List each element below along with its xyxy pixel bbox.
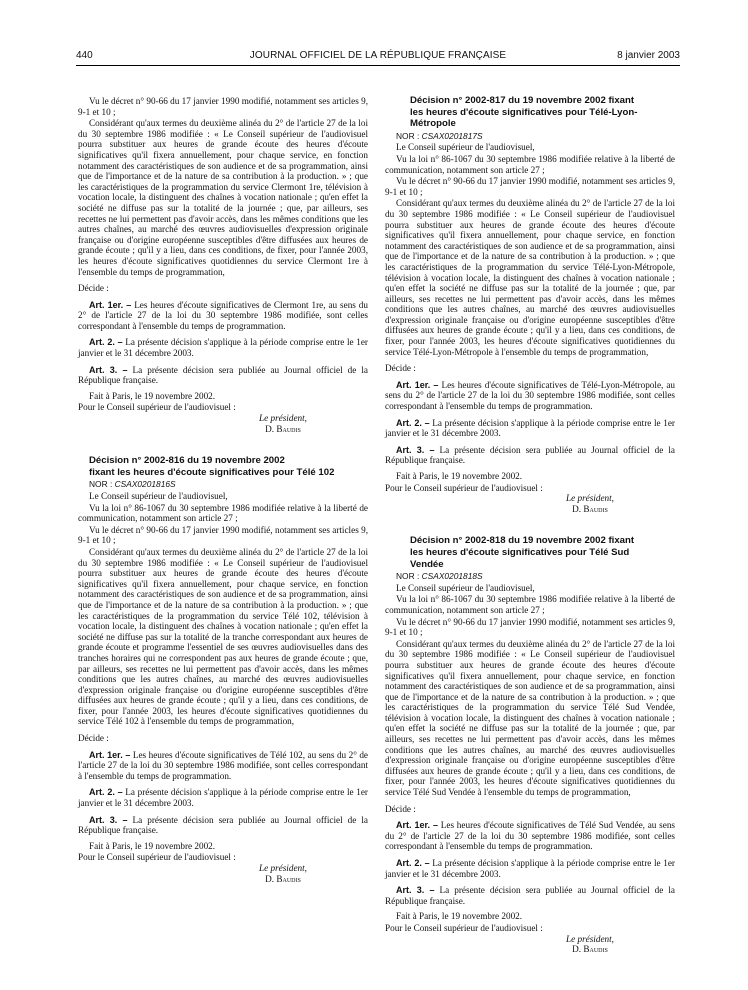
article: Art. 2. – La présente décision s'applique à la période comprise entre le 1er janvier et le 31 décembre 2003. <box>78 337 368 359</box>
paragraph: Considérant qu'aux termes du deuxième alinéa du 2° de l'article 27 de la loi du 30 septembre 1986 modifiée : « Le Conseil supérieur de l'audiovisuel pourra substituer aux heures de grande écoute des heures d'écoute significatives qu'il fixera annuellement, pour chaque service, en fonction notamment des caractéristiques de son audience et de sa programmation, ainsi que de l'importance et de la nature de sa contribution à la production. » ; que les caractéristiques de la programmation du service Télé 102, télévision à vocation locale, la distinguent des chaînes à vocation nationale ; qu'en effet la société ne diffuse pas sur la totalité de la tranche correspondant aux heures de grande écoute et programme l'essentiel de ses œuvres audiovisuelles dans des tranches horaires qui ne correspondent pas aux heures de grande écoute ; que, par ailleurs, ses recettes ne lui permettent pas d'avoir accès, dans les mêmes conditions que les autres chaînes, au marché des œuvres audiovisuelles d'expression originale française ou d'origine européenne susceptibles d'être diffusées aux heures de grande écoute ; qu'il y a lieu, dans ces conditions, de fixer, pour l'année 2003, les heures d'écoute significatives quotidiennes du service Télé 102 à l'ensemble du temps de programmation, <box>78 546 368 727</box>
decision-heading: les heures d'écoute significatives pour Télé-Lyon- <box>410 106 638 118</box>
article: Art. 1er. – Les heures d'écoute significatives de Télé Sud Vendée, au sens du 2° de l'article 27 de la loi du 30 septembre 1986 modifiée, sont celles correspondant à l'ensemble du temps de programmation. <box>385 820 675 852</box>
nor-reference: NOR : CSAX0201818S <box>396 571 483 582</box>
article: Art. 3. – La présente décision sera publiée au Journal officiel de la République française. <box>78 364 369 386</box>
decision-heading: Métropole <box>410 118 456 130</box>
paragraph: Vu le décret n° 90-66 du 17 janvier 1990 modifié, notamment ses articles 9, 9-1 et 10 ; <box>78 96 368 117</box>
decision-heading: Décision n° 2002-817 du 19 novembre 2002 fixant <box>410 95 635 106</box>
signature-line: Pour le Conseil supérieur de l'audiovisuel : <box>385 922 543 933</box>
paragraph: Considérant qu'aux termes du deuxième alinéa du 2° de l'article 27 de la loi du 30 septembre 1986 modifiée : « Le Conseil supérieur de l'audiovisuel pourra substituer aux heures de grande écoute des heures d'écoute significatives qu'il fixera annuellement, pour chaque service, en fonction notamment des caractéristiques de son audience et de sa programmation, ainsi que de l'importance et de la nature de sa contribution à la production. » ; que les caractéristiques de la programmation du service Clermont 1re, télévision à vocation locale, la distinguent des chaînes à vocation nationale ; qu'en effet la société ne diffuse pas sur la totalité de la journée ; que, par ailleurs, ses recettes ne lui permettent pas d'avoir accès, dans les mêmes conditions que les autres chaînes, au marché des œuvres audiovisuelles d'expression originale française ou d'origine européenne susceptibles d'être diffusées aux heures de grande écoute ; qu'il y a lieu, dans ces conditions, de fixer, pour l'année 2003, les heures d'écoute significatives quotidiennes du service Clermont 1re à l'ensemble du temps de programmation, <box>78 118 368 277</box>
place-date: Fait à Paris, le 19 novembre 2002. <box>396 911 523 922</box>
signature-line: Pour le Conseil supérieur de l'audiovisuel : <box>385 482 543 493</box>
place-date: Fait à Paris, le 19 novembre 2002. <box>89 390 216 401</box>
signature-role: Le président, <box>566 933 614 944</box>
signature-name: D. Baudis <box>265 873 301 884</box>
paragraph: Vu le décret n° 90-66 du 17 janvier 1990 modifié, notamment ses articles 9, 9-1 et 10 ; <box>385 616 675 638</box>
signature-name: D. Baudis <box>572 503 608 514</box>
paragraph: Vu la loi n° 86-1067 du 30 septembre 1986 modifiée relative à la liberté de communication, notamment son article 27 ; <box>385 153 675 175</box>
paragraph: Le Conseil supérieur de l'audiovisuel, <box>396 142 535 153</box>
paragraph: Considérant qu'aux termes du deuxième alinéa du 2° de l'article 27 de la loi du 30 septembre 1986 modifiée : « Le Conseil supérieur de l'audiovisuel pourra substituer aux heures de grande écoute des heures d'écoute significatives qu'il fixera annuellement, pour chaque service, en fonction notamment des caractéristiques de son audience et de sa programmation, ainsi que de l'importance et de la nature de sa contribution à la production. » ; que les caractéristiques de la programmation du service Télé Sud Vendée, télévision à vocation locale, la distinguent des chaînes à vocation nationale ; qu'en effet la société ne diffuse pas sur la totalité de la journée ; que, par ailleurs, ses recettes ne lui permettent pas d'avoir accès, dans les mêmes conditions que les autres chaînes, au marché des œuvres audiovisuelles d'expression originale française ou d'origine européenne susceptibles d'être diffusées aux heures de grande écoute ; qu'il y a lieu, dans ces conditions, de fixer, pour l'année 2003, les heures d'écoute significatives quotidiennes du service Télé Sud Vendée à l'ensemble du temps de programmation, <box>385 638 675 798</box>
decision-heading: Vendée <box>410 558 444 570</box>
decision-heading: les heures d'écoute significatives pour Télé Sud <box>410 546 630 558</box>
paragraph: Vu le décret n° 90-66 du 17 janvier 1990 modifié, notamment ses articles 9, 9-1 et 10 ; <box>385 176 675 197</box>
paragraph: Vu le décret n° 90-66 du 17 janvier 1990 modifié, notamment ses articles 9, 9-1 et 10 ; <box>78 524 368 546</box>
article: Art. 2. – La présente décision s'applique à la période comprise entre le 1er janvier et le 31 décembre 2003. <box>78 787 368 809</box>
issue-date: 8 janvier 2003 <box>617 50 680 61</box>
signature-role: Le président, <box>566 493 614 504</box>
right-column <box>385 96 675 955</box>
place-date: Fait à Paris, le 19 novembre 2002. <box>89 840 216 851</box>
signature-role: Le président, <box>259 413 307 424</box>
article: Art. 2. – La présente décision s'applique à la période comprise entre le 1er janvier et le 31 décembre 2003. <box>385 858 675 879</box>
article: Art. 3. – La présente décision sera publiée au Journal officiel de la République française. <box>78 814 369 836</box>
header-rule <box>76 65 680 66</box>
paragraph: Le Conseil supérieur de l'audiovisuel, <box>89 491 228 501</box>
paragraph: Considérant qu'aux termes du deuxième alinéa du 2° de l'article 27 de la loi du 30 septembre 1986 modifiée : « Le Conseil supérieur de l'audiovisuel pourra substituer aux heures de grande écoute des heures d'écoute significatives qu'il fixera annuellement, pour chaque service, en fonction notamment des caractéristiques de son audience et de sa programmation, ainsi que de l'importance et de la nature de sa contribution à la production. » ; que les caractéristiques de la programmation du service Télé-Lyon-Métropole, télévision à vocation locale, la distinguent des chaînes à vocation nationale ; qu'en effet la société ne diffuse pas sur la totalité de la journée ; que, par ailleurs, ses recettes ne lui permettent pas d'avoir accès, dans les mêmes conditions que les autres chaînes, au marché des œuvres audiovisuelles d'expression originale française ou d'origine européenne susceptibles d'être diffusées aux heures de grande écoute ; qu'il y a lieu, dans ces conditions, de fixer, pour l'année 2003, les heures d'écoute significatives quotidiennes du service Télé-Lyon-Métropole à l'ensemble du temps de programmation, <box>385 198 675 357</box>
decision-heading: Décision n° 2002-816 du 19 novembre 2002 <box>89 455 285 467</box>
left-column <box>78 96 368 884</box>
article: Art. 3. – La présente décision sera publiée au Journal officiel de la République française. <box>385 444 676 466</box>
paragraph: Le Conseil supérieur de l'audiovisuel, <box>396 582 535 593</box>
page-number: 440 <box>76 50 93 61</box>
paragraph: Vu la loi n° 86-1067 du 30 septembre 1986 modifiée relative à la liberté de communication, notamment son article 27 ; <box>78 502 368 524</box>
nor-reference: NOR : CSAX0201816S <box>89 479 176 490</box>
decision-heading: Décision n° 2002-818 du 19 novembre 2002 fixant <box>410 535 635 547</box>
article: Art. 2. – La présente décision s'applique à la période comprise entre le 1er janvier et le 31 décembre 2003. <box>385 417 675 439</box>
decide-label: Décide : <box>385 363 416 374</box>
signature-name: D. Baudis <box>265 423 301 434</box>
signature-line: Pour le Conseil supérieur de l'audiovisuel : <box>78 402 236 413</box>
page-header <box>76 50 680 66</box>
article: Art. 1er. – Les heures d'écoute significatives de Clermont 1re, au sens du 2° de l'article 27 de la loi du 30 septembre 1986 modifiée, sont celles correspondant à l'ensemble du temps de programmation. <box>78 299 368 331</box>
article: Art. 3. – La présente décision sera publiée au Journal officiel de la République française. <box>385 885 676 906</box>
place-date: Fait à Paris, le 19 novembre 2002. <box>396 471 523 481</box>
signature-name: D. Baudis <box>572 944 608 955</box>
decision-heading: fixant les heures d'écoute significatives pour Télé 102 <box>89 466 335 478</box>
journal-title: JOURNAL OFFICIEL DE LA RÉPUBLIQUE FRANÇAISE <box>249 50 507 61</box>
paragraph: Vu la loi n° 86-1067 du 30 septembre 1986 modifiée relative à la liberté de communication, notamment son article 27 ; <box>385 594 675 615</box>
nor-reference: NOR : CSAX0201817S <box>396 130 483 141</box>
article: Art. 1er. – Les heures d'écoute significatives de Télé 102, au sens du 2° de l'article 27 de la loi du 30 septembre 1986 modifiée, sont celles correspondant à l'ensemble du temps de programmation. <box>78 749 369 781</box>
decide-label: Décide : <box>78 283 109 294</box>
signature-role: Le président, <box>259 863 307 873</box>
signature-line: Pour le Conseil supérieur de l'audiovisuel : <box>78 852 236 863</box>
article: Art. 1er. – Les heures d'écoute significatives de Télé-Lyon-Métropole, au sens du 2° de l'article 27 de la loi du 30 septembre 1986 modifiée, sont celles correspondant à l'ensemble du temps de programmation. <box>385 379 675 412</box>
decide-label: Décide : <box>385 803 416 814</box>
decide-label: Décide : <box>78 733 109 744</box>
